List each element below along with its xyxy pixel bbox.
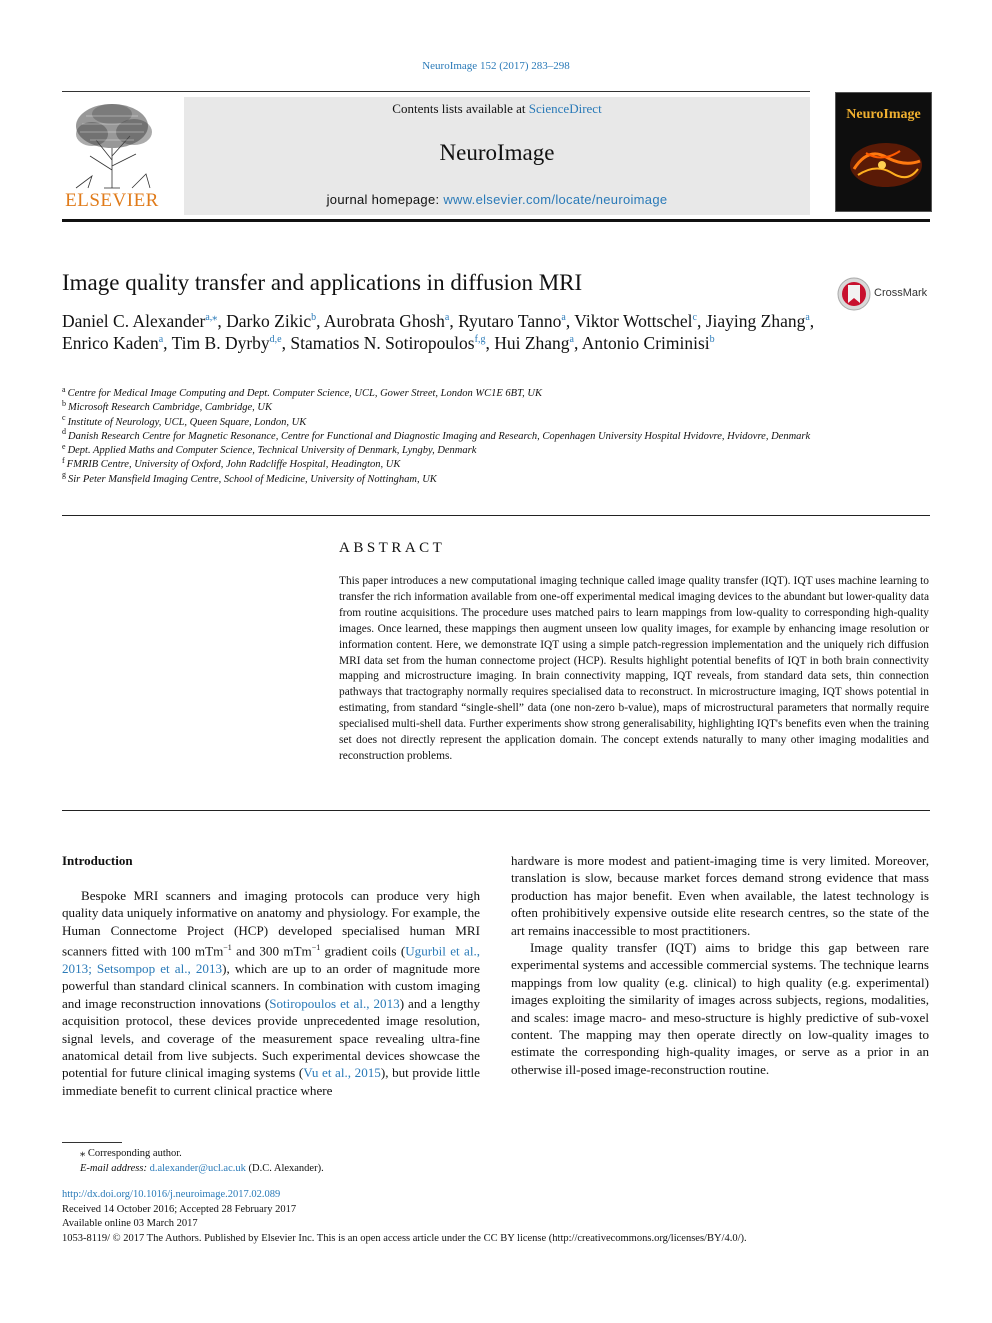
affiliation-text: Institute of Neurology, UCL, Queen Square, London, UK xyxy=(67,416,307,428)
affiliation-text: FMRIB Centre, University of Oxford, John Radcliffe Hospital, Headington, UK xyxy=(66,459,401,471)
author-affiliation-marker[interactable]: b xyxy=(311,312,317,324)
author-separator: , xyxy=(565,311,575,331)
body-column-right xyxy=(511,852,929,1078)
elsevier-logo[interactable] xyxy=(62,100,162,212)
affiliation-text: Sir Peter Mansfield Imaging Centre, School of Medicine, University of Nottingham, UK xyxy=(68,473,437,485)
introduction-heading: Introduction xyxy=(62,853,133,868)
affiliation-rule xyxy=(62,515,930,516)
affiliation-text: Centre for Medical Image Computing and Dept. Computer Science, UCL, Gower Street, London WC1E 6BT, UK xyxy=(67,388,542,399)
author-name[interactable]: Aurobrata Ghosh xyxy=(323,311,445,331)
license-line: 1053-8119/ © 2017 The Authors. Published by Elsevier Inc. This is an open access article under the CC BY license (http://creativecommons.org/licenses/BY/4.0/). xyxy=(62,1232,747,1244)
footnote-rule xyxy=(62,1142,122,1143)
author-name[interactable]: Darko Zikic xyxy=(226,311,312,331)
journal-reference[interactable]: NeuroImage 152 (2017) 283–298 xyxy=(422,60,570,72)
affiliation-text: Danish Research Centre for Magnetic Resonance, Centre for Functional and Diagnostic Imaging and Research, Copenhagen University Hospital Hvidovre, Hvidovre, Denmark xyxy=(68,430,811,442)
author-affiliation-marker[interactable]: c xyxy=(692,312,697,324)
crossmark-badge[interactable] xyxy=(836,276,936,312)
email-link[interactable]: d.alexander@ucl.ac.uk xyxy=(149,1163,246,1174)
citation-link[interactable]: Vu et al., 2015 xyxy=(303,1065,381,1081)
author-affiliation-marker[interactable]: b xyxy=(709,334,715,346)
online-date: Available online 03 March 2017 xyxy=(62,1218,198,1229)
author-name[interactable]: Enrico Kaden xyxy=(62,333,159,353)
body-column-left xyxy=(62,887,480,1099)
author-affiliation-marker[interactable]: a xyxy=(158,334,164,346)
author-name[interactable]: Jiaying Zhang xyxy=(705,311,806,331)
brain-cover-art-icon xyxy=(842,133,926,195)
author-name[interactable]: Hui Zhang xyxy=(494,333,570,353)
author-separator: , xyxy=(449,311,459,331)
journal-name: NeuroImage xyxy=(439,140,555,165)
affiliation-item xyxy=(62,413,822,430)
author-affiliation-marker[interactable]: d,e xyxy=(269,334,282,346)
email-note: E-mail address: d.alexander@ucl.ac.uk (D.C. Alexander). xyxy=(80,1163,324,1174)
author-affiliation-marker[interactable]: f,g xyxy=(474,334,486,346)
contents-prefix: Contents lists available at xyxy=(392,101,529,116)
journal-cover-image[interactable] xyxy=(835,92,932,212)
author-list xyxy=(62,310,822,354)
affiliation-item xyxy=(62,398,822,415)
author-name[interactable]: Tim B. Dyrby xyxy=(171,333,270,353)
author-separator: , xyxy=(163,333,172,353)
author-name[interactable]: Antonio Criminisi xyxy=(581,333,710,353)
affiliation-item xyxy=(62,384,822,401)
email-label: E-mail address: xyxy=(80,1163,150,1174)
author-separator: , xyxy=(696,311,706,331)
author-separator: , xyxy=(809,311,815,331)
affiliation-list xyxy=(62,384,822,487)
affiliation-item xyxy=(62,441,822,458)
author-name[interactable]: Viktor Wottschel xyxy=(574,311,693,331)
author-affiliation-marker[interactable]: a xyxy=(444,312,450,324)
affiliation-key: g xyxy=(62,470,66,480)
affiliation-item xyxy=(62,455,822,472)
affiliation-text: Microsoft Research Cambridge, Cambridge, UK xyxy=(68,402,272,414)
author-affiliation-marker[interactable]: a xyxy=(561,312,566,324)
abstract-text: This paper introduces a new computational imaging technique called image quality transfer (IQT). IQT uses machine learning to transfer the rich information available from one-off experimental medical imaging devices to the abundant but lower-quality data from routine acquisitions. The procedure uses matched pairs to learn mappings from low-quality to corresponding high-quality images. Once learned, these mappings then augment unseen low quality images, for example by enhancing image resolution or information content. Here, we demonstrate IQT using a simple patch-regression implementation and the uniquely rich diffusion MRI data set from the human connectome project (HCP). Results highlight potential benefits of IQT in both brain connectivity mapping and microstructure imaging. In brain connectivity mapping, IQT reveals, from standard data sets, thin connection pathways that tractography normally requires specialised data to reconstruct. In microstructure imaging, IQT shows potential in estimating, from standard “single-shell” data (one non-zero b-value), maps of microstructural parameters that normally require specialised multi-shell data. Further experiments show strong generalisability, highlighting IQT's benefits even when the training set does not directly represent the application domain. The concept extends naturally to many other imaging modalities and reconstruction problems. xyxy=(339,575,929,762)
citation-link[interactable]: Sotiropoulos et al., 2013 xyxy=(269,995,400,1011)
cover-title: NeuroImage xyxy=(846,107,921,122)
unit-exponent: −1 xyxy=(223,943,232,953)
affiliation-key: d xyxy=(62,427,66,437)
received-date: Received 14 October 2016; Accepted 28 February 2017 xyxy=(62,1203,297,1215)
intro-paragraph-2: Image quality transfer (IQT) aims to bridge this gap between rare experimental systems and accessible commercial systems. The technique learns mappings from low quality (e.g. clinical) to high quality (e.g. experimental) images exploiting the similarity of images across subjects, regions, modalities, and scales: image macro- and meso-structure is highly predictive of sub-voxel content. The mapping may then operate directly on low-quality images to estimate the corresponding high-quality images, or serve as a prior in an otherwise ill-posed image-reconstruction routine. xyxy=(511,940,929,1077)
abstract-heading: ABSTRACT xyxy=(339,540,446,556)
abstract-rule xyxy=(62,810,930,811)
affiliation-key: c xyxy=(62,413,66,423)
crossmark-label: CrossMark xyxy=(874,287,928,299)
affiliation-key: f xyxy=(62,455,65,465)
elsevier-wordmark: ELSEVIER xyxy=(65,190,159,211)
author-separator: , xyxy=(281,333,291,353)
journal-homepage-line xyxy=(184,192,810,207)
author-affiliation-marker[interactable]: a xyxy=(805,312,810,324)
doi-link[interactable]: http://dx.doi.org/10.1016/j.neuroimage.2017.02.089 xyxy=(62,1189,281,1200)
sciencedirect-link[interactable]: ScienceDirect xyxy=(528,101,602,116)
affiliation-key: e xyxy=(62,441,66,451)
corresponding-author-note: ⁎ Corresponding author. xyxy=(80,1148,182,1159)
author-affiliation-marker[interactable]: a xyxy=(569,334,574,346)
author-separator: , xyxy=(574,333,582,353)
author-name[interactable]: Daniel C. Alexander xyxy=(62,311,206,331)
author-separator: , xyxy=(316,311,324,331)
author-separator: , xyxy=(485,333,495,353)
unit-exponent: −1 xyxy=(311,943,321,953)
header-bottom-rule xyxy=(62,219,930,222)
publication-info xyxy=(62,1188,747,1246)
author-name[interactable]: Ryutaro Tanno xyxy=(458,311,562,331)
affiliation-key: b xyxy=(62,398,66,408)
contents-line xyxy=(184,101,810,117)
author-name[interactable]: Stamatios N. Sotiropoulos xyxy=(290,333,475,353)
intro-paragraph-1-continued: hardware is more modest and patient-imaging time is very limited. Moreover, translation is slow, because market forces demand strong evidence that mass production has major benefit. Even when available, the latest technology is often prohibitively expensive outside elite research centres, so the state of the art remains inaccessible to most practitioners. xyxy=(511,853,929,938)
affiliation-item xyxy=(62,470,822,487)
citation-link[interactable]: Ugurbil et al., 2013; Setsompop et al., 2013 xyxy=(62,943,481,976)
paper-title: Image quality transfer and applications in diffusion MRI xyxy=(62,270,583,295)
intro-paragraph-1: Bespoke MRI scanners and imaging protocols can produce very high quality data uniquely informative on anatomy and physiology. For example, the Human Connectome Project (HCP) developed specialised human MRI scanners fitted with 100 mTm$^{-1}$ and 300 mTm$^{-1}$ gradient coils (Ugurbil et al., 2013; Setsompop et al., 2013), which are up to an order of magnitude more powerful than standard clinical scanners. In combination with custom imaging and image reconstruction innovations (Sotiropoulos et al., 2013) and a lengthy acquisition protocol, these devices provide unprecedented image resolution, signal levels, and coverage of the measurement space revealing ultra-fine anatomical detail from live subjects. Such experimental devices showcase the potential for future clinical imaging systems (Vu et al., 2015), but provide little immediate benefit to current clinical practice where xyxy=(62,888,481,1098)
corresponding-mark: ⁎ xyxy=(80,1148,86,1159)
journal-homepage-link[interactable]: www.elsevier.com/locate/neuroimage xyxy=(443,192,668,207)
affiliation-text: Dept. Applied Maths and Computer Science, Technical University of Denmark, Lyngby, Denmark xyxy=(67,445,477,457)
author-affiliation-marker[interactable]: a,⁎ xyxy=(205,312,218,324)
elsevier-tree-icon xyxy=(62,100,162,192)
homepage-prefix: journal homepage: xyxy=(326,192,444,207)
crossmark-icon xyxy=(836,276,872,312)
affiliation-item xyxy=(62,427,822,444)
header-top-rule xyxy=(62,91,810,92)
author-separator: , xyxy=(217,311,227,331)
affiliation-key: a xyxy=(62,384,66,394)
footnotes xyxy=(62,1146,324,1176)
